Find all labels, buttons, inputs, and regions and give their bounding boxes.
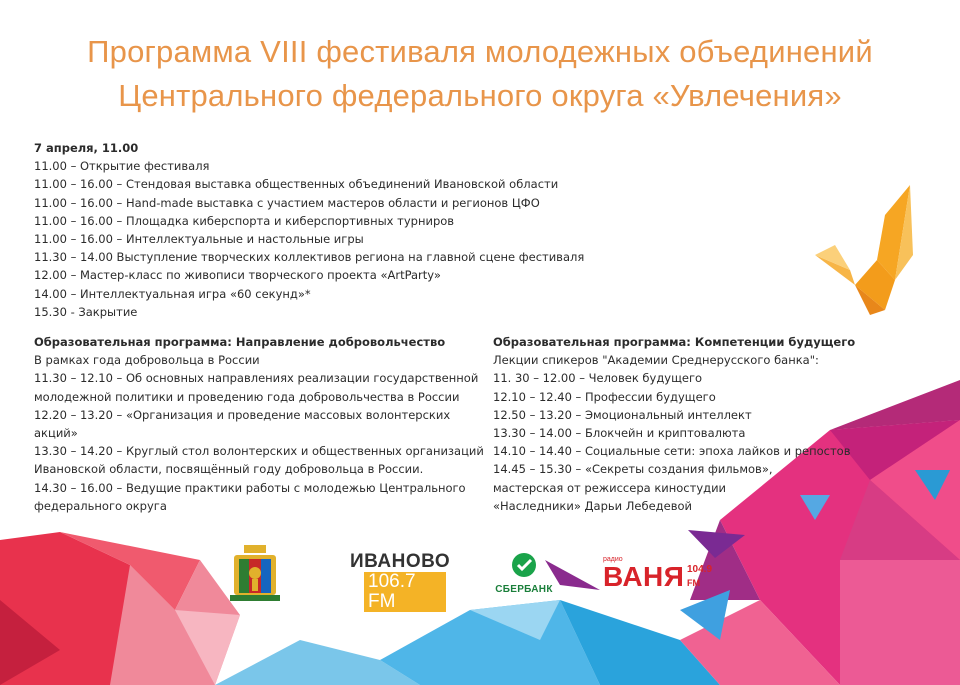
- future-program-line: «Наследники» Дарьи Лебедевой: [493, 498, 692, 513]
- volunteer-program: [34, 333, 484, 515]
- volunteer-program-header: Образовательная программа: Направление добровольчество: [34, 335, 446, 349]
- coat-of-arms-icon: [230, 545, 280, 601]
- ivanovo-fm-logo: [350, 551, 451, 612]
- future-program-line: Лекции спикеров "Академии Среднерусского банка":: [493, 353, 819, 368]
- sberbank-name: СБЕРБАНК: [495, 584, 553, 595]
- volunteer-program-line: 11.30 – 12.10 – Об основных направлениях реализации государственной: [34, 371, 479, 386]
- main-program-item: 11.00 – 16.00 – Интеллектуальные и настольные игры: [34, 232, 364, 247]
- future-program-header: Образовательная программа: Компетенции будущего: [493, 335, 856, 349]
- butterfly-icon: [815, 185, 915, 315]
- future-program-line: 12.10 – 12.40 – Профессии будущего: [493, 389, 716, 404]
- main-program-item: 14.00 – Интеллектуальная игра «60 секунд»*: [34, 286, 311, 301]
- main-program-item: 15.30 - Закрытие: [34, 304, 138, 319]
- radio-vanya-logo: [603, 556, 713, 598]
- page-title: [0, 30, 960, 118]
- volunteer-program-line: 13.30 – 14.20 – Круглый стол волонтерских и общественных организаций: [34, 444, 484, 459]
- future-program-line: мастерская от режиссера киностудии: [493, 480, 727, 495]
- future-program: [493, 333, 933, 515]
- volunteer-program-line: молодежной политики и проведению года добровольчества в России: [34, 389, 460, 404]
- title-line-1: Программа VIII фестиваля молодежных объединений: [87, 34, 873, 69]
- main-program-item: 11.00 – 16.00 – Стендовая выставка общественных объединений Ивановской области: [34, 177, 559, 192]
- title-line-2: Центрального федерального округа «Увлечения»: [118, 78, 842, 113]
- main-program-header: 7 апреля, 11.00: [34, 141, 139, 155]
- volunteer-program-line: 12.20 – 13.20 – «Организация и проведение массовых волонтерских: [34, 407, 451, 422]
- main-program-item: 11.00 – 16.00 – Площадка киберспорта и киберспортивных турниров: [34, 213, 455, 228]
- future-program-line: 12.50 – 13.20 – Эмоциональный интеллект: [493, 407, 752, 422]
- volunteer-program-line: акций»: [34, 426, 78, 441]
- sberbank-icon: [511, 552, 537, 578]
- ivanovo-fm-name: ИВАНОВО: [350, 551, 451, 572]
- future-program-line: 14.10 – 14.40 – Социальные сети: эпоха лайков и репостов: [493, 444, 851, 459]
- future-program-line: 13.30 – 14.00 – Блокчейн и криптовалюта: [493, 426, 746, 441]
- radio-vanya-prefix: радио: [603, 556, 623, 563]
- main-program-item: 11.00 – 16.00 – Hand-made выставка с участием мастеров области и регионов ЦФО: [34, 195, 540, 210]
- main-program-item: 12.00 – Мастер-класс по живописи творческого проекта «ArtParty»: [34, 268, 441, 283]
- volunteer-program-line: 14.30 – 16.00 – Ведущие практики работы с молодежью Центрального: [34, 480, 466, 495]
- future-program-line: 14.45 – 15.30 – «Секреты создания фильмов»,: [493, 462, 773, 477]
- volunteer-program-line: В рамках года добровольца в России: [34, 353, 260, 368]
- radio-vanya-frequency: 104.9: [687, 564, 713, 575]
- future-program-line: 11. 30 – 12.00 – Человек будущего: [493, 371, 703, 386]
- main-program: [34, 139, 594, 321]
- ivanovo-fm-frequency: 106.7 FM: [364, 572, 446, 612]
- main-program-item: 11.00 – Открытие фестиваля: [34, 159, 210, 174]
- volunteer-program-line: федерального округа: [34, 498, 167, 513]
- radio-vanya-name: ВАНЯ: [603, 561, 685, 592]
- volunteer-program-line: Ивановской области, посвящённый году добровольца в России.: [34, 462, 424, 477]
- radio-vanya-fm: FM: [687, 578, 700, 588]
- sberbank-logo: [493, 552, 555, 595]
- main-program-item: 11.30 – 14.00 Выступление творческих коллективов региона на главной сцене фестиваля: [34, 250, 585, 265]
